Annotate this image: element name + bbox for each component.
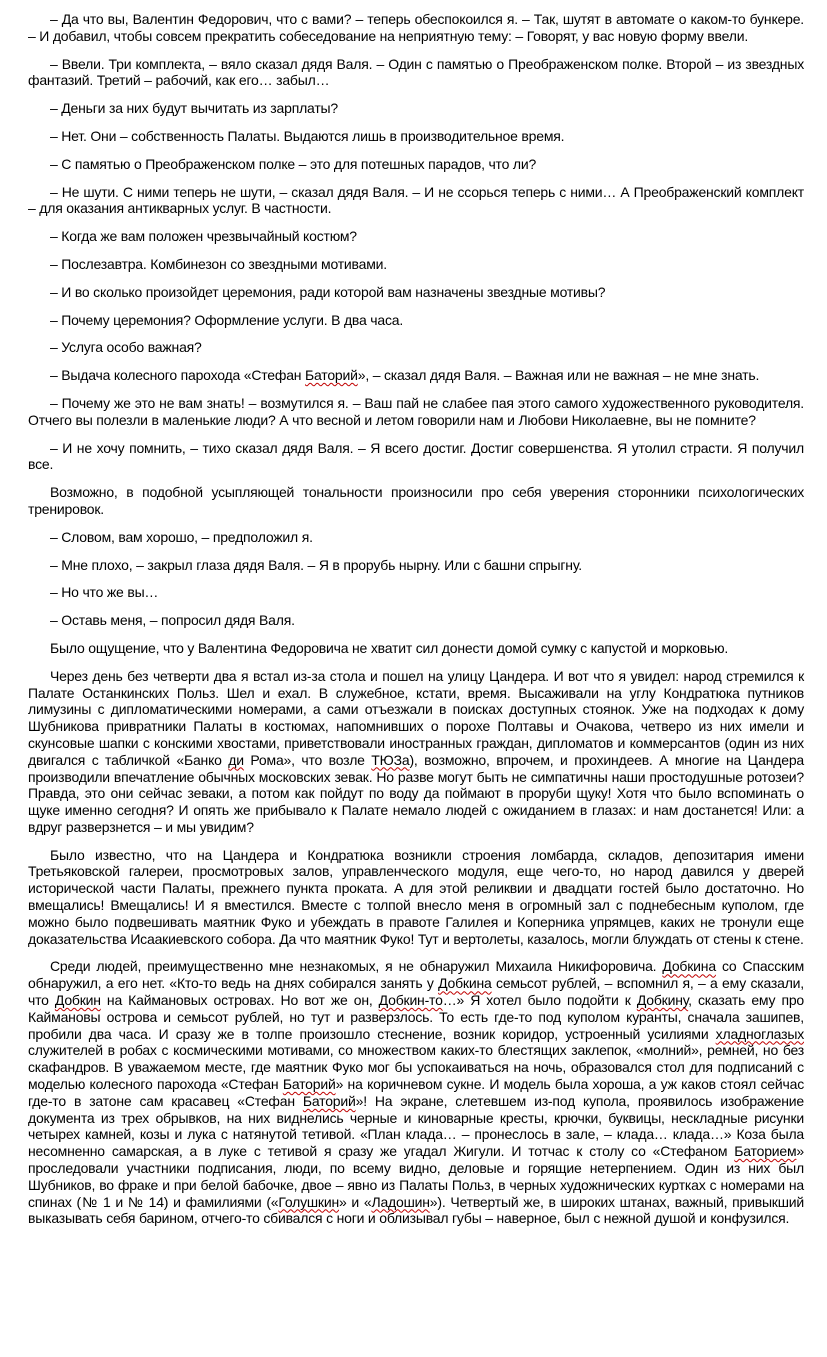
text-run: – Почему церемония? Оформление услуги. В два часа.	[50, 311, 404, 328]
text-run: – Услуга особо важная?	[50, 339, 202, 356]
text-run: Было известно, что на Цандера и Кондратюка возникли строения ломбарда, складов, депозитария имени Третьяковской галереи, просмотровых залов, управленческого модуля, еще чего-то, но народ давился у дверей исторической части Палаты, прежнего пункта проката. А для этой реликвии и двадцати гостей было достаточно. Но вмещались! Вмещались! И я вместился. Вместе с толпой внесло меня в огромный зал с поднебесным куполом, где можно было подвешивать маятник Фуко и убеждать в правоте Галилея и Коперника упрямцев, каких не тронули еще доказательства Исаакиевского собора. Да что маятник Фуко! Тут и вертолеты, казалось, могли блуждать от стены к стене.	[28, 846, 804, 947]
paragraph	[28, 312, 804, 329]
paragraph	[28, 156, 804, 173]
misspelled-word: Добкину	[636, 992, 689, 1009]
text-run: Рома», что возле	[243, 751, 372, 768]
document-body	[28, 11, 804, 1227]
paragraph	[28, 100, 804, 117]
paragraph	[28, 529, 804, 546]
paragraph	[28, 184, 804, 218]
paragraph	[28, 395, 804, 429]
text-run: – Словом, вам хорошо, – предположил я.	[50, 528, 313, 545]
paragraph	[28, 228, 804, 245]
text-run: – С памятью о Преображенском полке – это для потешных парадов, что ли?	[50, 155, 537, 172]
text-run: » проследовали участники подписания, люди, по всему видно, деловые и горящие нетерпением. Один из них был Шубников, во фраке и при белой бабочке, двое – явно из Палаты Польз, в черных художнических куртках с номерами на спинах (№ 1 и № 14) и фамилиями («	[28, 1143, 804, 1210]
paragraph	[28, 256, 804, 273]
text-run: – Мне плохо, – закрыл глаза дядя Валя. – Я в прорубь нырну. Или с башни спрыгну.	[50, 556, 582, 573]
text-run: ), возможно, впрочем, и прохиндеев. А многие на Цандера производили впечатление обычных московских зевак. Но разве могут быть не симпатичны наши простодушные ротозеи? Правда, это они сейчас зеваки, а потом как пойдут по воду да поймают в проруби щуку! Хотя что было вспоминать о щуке именно сегодня? И опять же прибывало к Палате немало людей с ожиданием в глазах: и нам достанется! Или: а вдруг разверзнется – и мы увидим?	[28, 751, 804, 835]
text-run: …» Я хотел было подойти к	[442, 992, 637, 1009]
text-run: », – сказал дядя Валя. – Важная или не важная – не мне знать.	[357, 367, 760, 384]
misspelled-word: Добкина	[662, 958, 716, 975]
text-run: »). Четвертый же, в широких штанах, важный, привыкший выказывать себя барином, отчего-то сбивался с ноги и облизывал губы – наверное, был с нежной душой и конфузился.	[28, 1193, 804, 1227]
paragraph	[28, 584, 804, 601]
text-run: Возможно, в подобной усыпляющей тональности произносили про себя уверения сторонники психологических тренировок.	[28, 484, 804, 517]
paragraph	[28, 128, 804, 145]
text-run: » на коричневом сукне. И модель была хороша, а уж каков стоял сейчас где-то в затоне сам красавец «Стефан	[28, 1076, 804, 1109]
text-run: Было ощущение, что у Валентина Федоровича не хватит сил донести домой сумку с капустой и морковью.	[50, 639, 729, 656]
paragraph	[28, 11, 804, 45]
misspelled-word: Добкин	[54, 992, 101, 1009]
text-run: » и «	[339, 1193, 372, 1210]
text-run: со Спасским обнаружил, а его нет. «Кто-то ведь на днях собирался занять у	[28, 958, 804, 992]
text-run: – Да что вы, Валентин Федорович, что с вами? – теперь обеспокоился я. – Так, шутят в автомате о каком-то бункере. – И добавил, чтобы совсем прекратить собеседование на неприятную тему: – Говорят, у вас новую форму ввели.	[28, 11, 804, 44]
text-run: Через день без четверти два я встал из-за стола и пошел на улицу Цандера. И вот что я увидел: народ стремился к Палате Останкинских Польз. Шел и ехал. В служебное, кстати, время. Высаживали на углу Кондратюка путников лимузины с дипломатическими номерами, а сами отъезжали в поисках доступных стоянок. Уже на подходах к дому Шубникова привратники Палаты в костюмах, напомнивших о порохе Полтавы и Очакова, четверо из них имели и скунсовые шапки с конскими хвостами, приветствовали иностранных граждан, дипломатов и коммерсантов (один из них двигался с табличкой «Банко	[28, 667, 804, 768]
text-run: служителей в робах с космическими мотивами, со множеством каких-то блестящих заклепок, «молний», ремней, но без скафандров. В уважаемом месте, где маятник Фуко мог бы успокаиваться на ночь, образовался стол для подписаний с моделью колесного парохода «Стефан	[28, 1042, 804, 1093]
text-run: – Когда же вам положен чрезвычайный костюм?	[50, 228, 357, 245]
paragraph	[28, 484, 804, 518]
text-run: – Нет. Они – собственность Палаты. Выдаются лишь в производительное время.	[50, 127, 565, 144]
misspelled-word: ди	[228, 751, 244, 768]
misspelled-word: Баторий	[305, 367, 358, 384]
paragraph	[28, 440, 804, 474]
text-run: – И во сколько произойдет церемония, ради которой вам назначены звездные мотивы?	[50, 283, 606, 300]
text-run: – Ввели. Три комплекта, – вяло сказал дядя Валя. – Один с памятью о Преображенском полке. Второй – из звездных фантазий. Третий – рабочий, как его… забыл…	[28, 55, 804, 89]
paragraph	[28, 56, 804, 90]
text-run: на Каймановых островах. Но вот же он,	[100, 992, 379, 1009]
misspelled-word: Баторий	[282, 1076, 336, 1093]
text-run: – Выдача колесного парохода «Стефан	[50, 367, 306, 384]
misspelled-word: Баторием	[734, 1143, 797, 1160]
text-run: Среди людей, преимущественно мне незнакомых, я не обнаружил Михаила Никифоровича.	[50, 958, 663, 975]
misspelled-word: ТЮЗа	[371, 751, 410, 768]
text-run: – Оставь меня, – попросил дядя Валя.	[50, 612, 295, 629]
paragraph	[28, 958, 804, 1227]
text-run: – Не шути. С ними теперь не шути, – сказал дядя Валя. – И не ссорься теперь с ними… А Преображенский комплект – для оказания антикварных услуг. В частности.	[28, 183, 804, 217]
misspelled-word: Добкин-то	[378, 992, 443, 1009]
paragraph	[28, 640, 804, 657]
misspelled-word: Голушкин	[278, 1193, 339, 1210]
paragraph	[28, 557, 804, 574]
paragraph	[28, 284, 804, 301]
paragraph	[28, 612, 804, 629]
text-run: »! На экране, слетевшем из-под купола, проявилось изображение документа из трех обрывков, на них виднелись черные и киноварные кресты, крючки, буквицы, нескладные рисунки четырех камней, козы и лука с натянутой тетивой. «План клада… – пронеслось в зале, – клада… клада…» Коза была несомненно самарская, а в луке с тетивой я сразу же угадал Жигули. И тотчас к столу со «Стефаном	[28, 1092, 805, 1160]
text-run: – И не хочу помнить, – тихо сказал дядя Валя. – Я всего достиг. Достиг совершенства. Я утолил страсти. Я получил все.	[28, 439, 804, 473]
misspelled-word: Баторий	[302, 1092, 356, 1109]
paragraph	[28, 367, 804, 384]
text-run: – Почему же это не вам знать! – возмутился я. – Ваш пай не слабее пая этого самого художественного руководителя. Отчего вы полезли в маленькие люди? А что весной и летом говорили нам и Любови Николаевне, вы не помните?	[28, 394, 804, 428]
text-run: семьсот рублей, – вспомнил я, – а ему сказали, что	[28, 975, 804, 1009]
text-run: – Послезавтра. Комбинезон со звездными мотивами.	[50, 255, 387, 272]
paragraph	[28, 668, 804, 836]
misspelled-word: Добкина	[438, 975, 492, 992]
text-run: , сказать ему про Каймановы острова и семьсот рублей, но тут и разверзлось. То есть где-то под куполом куранты, сначала зашипев, пробили два часа. И сразу же в толпе произошло стеснение, возник коридор, устроенный усилиями	[28, 992, 804, 1042]
paragraph	[28, 339, 804, 356]
text-run: – Но что же вы…	[50, 584, 159, 601]
misspelled-word: хладноглазых	[715, 1025, 804, 1042]
misspelled-word: Ладошин	[371, 1193, 430, 1210]
paragraph	[28, 847, 804, 948]
text-run: – Деньги за них будут вычитать из зарплаты?	[50, 100, 338, 117]
